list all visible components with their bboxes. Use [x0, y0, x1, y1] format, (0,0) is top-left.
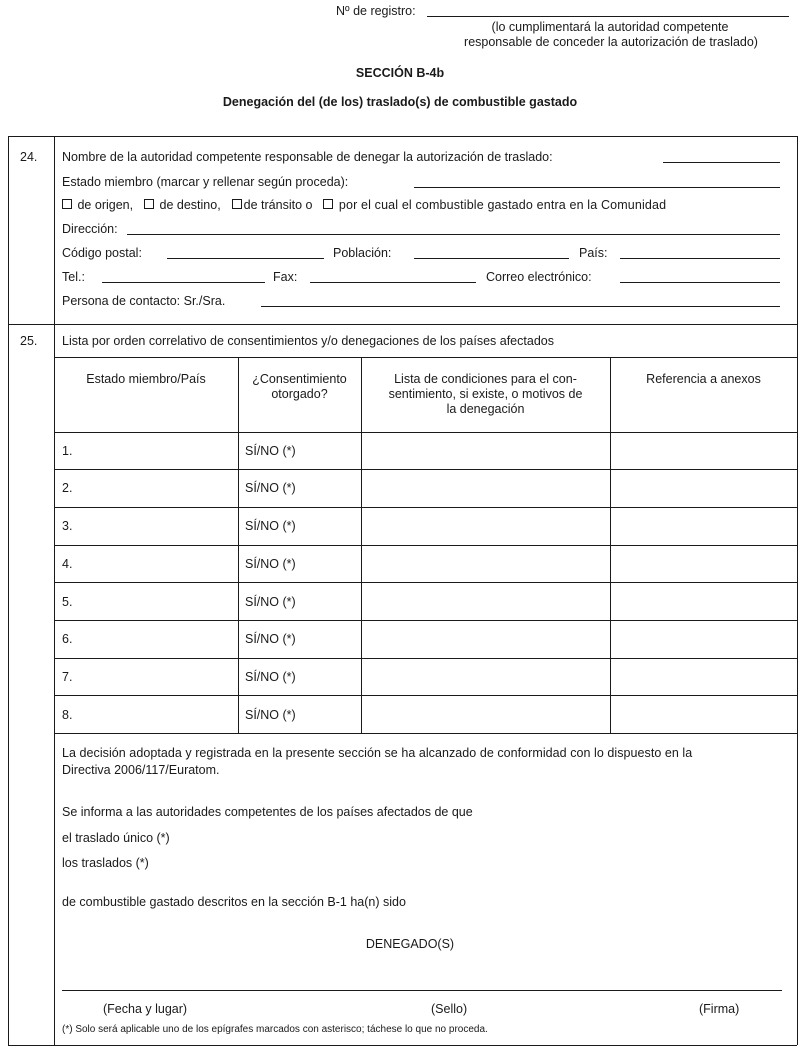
header-referencia-anexos: Referencia a anexos — [646, 372, 761, 386]
row-number: 3. — [62, 519, 73, 533]
section-subtitle: Denegación del (de los) traslado(s) de combustible gastado — [222, 95, 578, 109]
checkbox-transito[interactable] — [232, 199, 242, 209]
registro-field[interactable] — [427, 16, 789, 17]
poblacion-field[interactable] — [414, 258, 569, 259]
registro-note-line2: responsable de conceder la autorización de traslado) — [464, 35, 758, 49]
row-consent[interactable]: SÍ/NO (*) — [245, 519, 296, 533]
row-consent[interactable]: SÍ/NO (*) — [245, 670, 296, 684]
registro-note-line1: (lo cumplimentará la autoridad competente — [491, 20, 729, 34]
frame-left — [8, 136, 9, 1045]
option-traslados[interactable]: los traslados (*) — [62, 856, 149, 870]
frame-top — [8, 136, 797, 137]
fax-label: Fax: — [273, 270, 298, 284]
row-consent[interactable]: SÍ/NO (*) — [245, 557, 296, 571]
row-divider — [54, 507, 797, 508]
checkbox-destino[interactable] — [144, 199, 154, 209]
frame-bottom — [8, 1045, 797, 1046]
estado-miembro-label: Estado miembro (marcar y rellenar según proceda): — [62, 175, 349, 189]
email-field[interactable] — [620, 282, 780, 283]
poblacion-label: Población: — [333, 246, 392, 260]
section-title: SECCIÓN B-4b — [355, 66, 445, 80]
option-transito-label: de tránsito o — [243, 198, 313, 212]
direccion-field[interactable] — [127, 234, 780, 235]
tel-label: Tel.: — [62, 270, 85, 284]
row-consent[interactable]: SÍ/NO (*) — [245, 444, 296, 458]
estado-options-row — [62, 198, 792, 212]
checkbox-origen[interactable] — [62, 199, 72, 209]
option-entrada-label: por el cual el combustible gastado entra en la Comunidad — [338, 198, 667, 212]
row-consent[interactable]: SÍ/NO (*) — [245, 708, 296, 722]
row-consent[interactable]: SÍ/NO (*) — [245, 595, 296, 609]
row-number: 2. — [62, 481, 73, 495]
row-consent[interactable]: SÍ/NO (*) — [245, 481, 296, 495]
decision-line2: Directiva 2006/117/Euratom. — [62, 763, 220, 777]
row-divider — [54, 695, 797, 696]
option-origen-label: de origen, — [77, 198, 134, 212]
pais-field[interactable] — [620, 258, 780, 259]
row-number: 4. — [62, 557, 73, 571]
row-number: 1. — [62, 444, 73, 458]
header-lista-line3: la denegación — [446, 402, 525, 416]
row-divider — [54, 545, 797, 546]
row-divider — [54, 620, 797, 621]
header-lista-condiciones — [361, 372, 610, 417]
row-divider — [54, 469, 797, 470]
section-divider — [8, 324, 797, 325]
estado-miembro-field[interactable] — [414, 187, 780, 188]
header-consentimiento — [238, 372, 361, 402]
header-consentimiento-line2: otorgado? — [271, 387, 328, 401]
direccion-label: Dirección: — [62, 222, 118, 236]
codigo-postal-label: Código postal: — [62, 246, 142, 260]
row-consent[interactable]: SÍ/NO (*) — [245, 632, 296, 646]
table-top-border — [54, 357, 797, 358]
decision-line1: La decisión adoptada y registrada en la presente sección se ha alcanzado de conformidad con lo dispuesto en la — [62, 746, 693, 760]
descritos-text: de combustible gastado descritos en la sección B-1 ha(n) sido — [62, 895, 406, 909]
number-column-divider — [54, 136, 55, 1045]
row-number: 7. — [62, 670, 73, 684]
row-number: 5. — [62, 595, 73, 609]
tel-field[interactable] — [102, 282, 265, 283]
table-bottom-border — [54, 733, 797, 734]
table-header-bottom — [54, 432, 797, 433]
footnote: (*) Solo será aplicable uno de los epígrafes marcados con asterisco; táchese lo que no proceda. — [62, 1024, 488, 1035]
fecha-lugar-label: (Fecha y lugar) — [103, 1002, 188, 1016]
codigo-postal-field[interactable] — [167, 258, 324, 259]
header-lista-line1: Lista de condiciones para el con- — [394, 372, 577, 386]
section-25-intro: Lista por orden correlativo de consentimientos y/o denegaciones de los países afectados — [62, 334, 554, 348]
header-lista-line2: sentimiento, si existe, o motivos de — [388, 387, 583, 401]
section-24-number: 24. — [20, 150, 38, 164]
row-divider — [54, 582, 797, 583]
header-consentimiento-line1: ¿Consentimiento — [252, 372, 347, 386]
option-destino-label: de destino, — [159, 198, 221, 212]
frame-right — [797, 136, 798, 1045]
pais-label: País: — [579, 246, 608, 260]
checkbox-entrada[interactable] — [323, 199, 333, 209]
contacto-field[interactable] — [261, 306, 780, 307]
autoridad-field[interactable] — [663, 162, 780, 163]
autoridad-label: Nombre de la autoridad competente responsable de denegar la autorización de traslado: — [62, 150, 553, 164]
row-number: 6. — [62, 632, 73, 646]
sello-label: (Sello) — [431, 1002, 468, 1016]
section-25-number: 25. — [20, 334, 38, 348]
inform-text: Se informa a las autoridades competentes de los países afectados de que — [62, 805, 473, 819]
header-estado-miembro: Estado miembro/País — [86, 372, 206, 386]
row-divider — [54, 658, 797, 659]
firma-label: (Firma) — [699, 1002, 740, 1016]
registro-label: Nº de registro: — [336, 4, 416, 18]
option-traslado-unico[interactable]: el traslado único (*) — [62, 831, 170, 845]
denegado-status: DENEGADO(S) — [365, 937, 455, 951]
contacto-label: Persona de contacto: Sr./Sra. — [62, 294, 226, 308]
fax-field[interactable] — [310, 282, 476, 283]
row-number: 8. — [62, 708, 73, 722]
email-label: Correo electrónico: — [486, 270, 592, 284]
signature-line[interactable] — [62, 990, 782, 991]
